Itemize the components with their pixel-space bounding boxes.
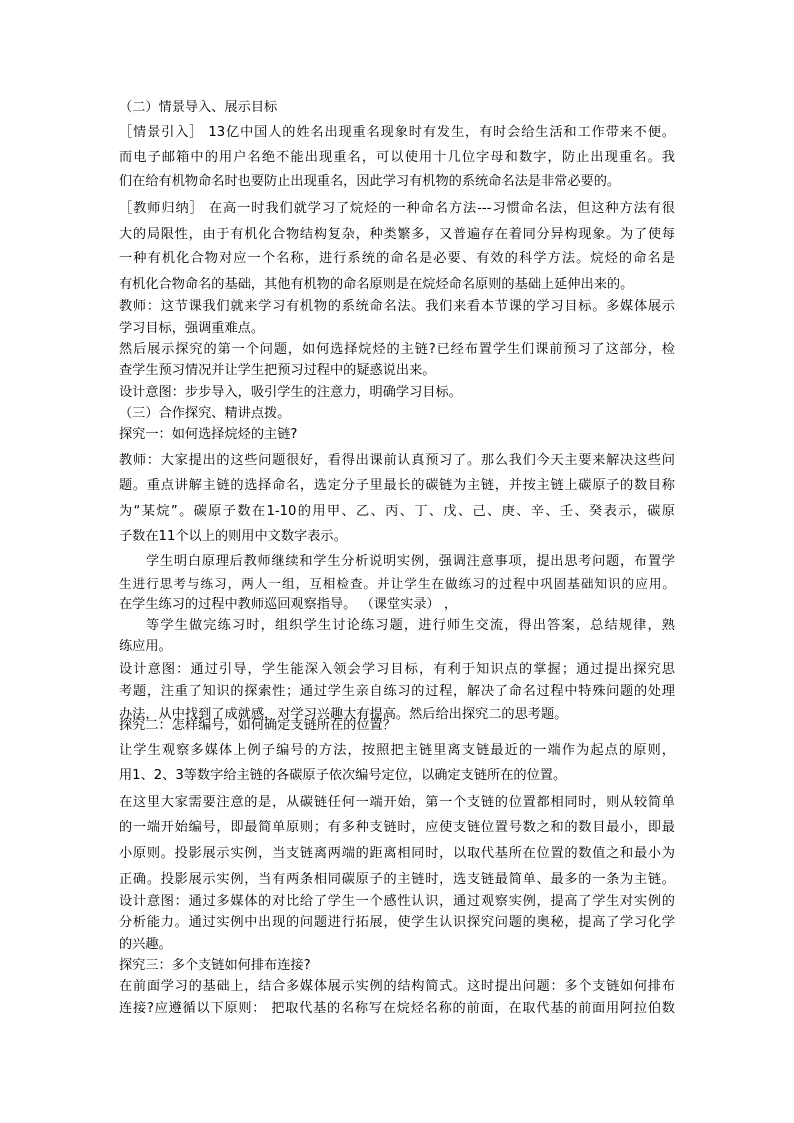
text-line: 在学生练习的过程中教师巡回观察指导。 （课堂实录） ， <box>119 597 458 612</box>
text-line: 然后展示探究的第一个问题，如何选择烷烃的主链?已经布置学生们课前预习了这部分，检 <box>119 342 675 357</box>
text-line: 分析能力。通过实例中出现的问题进行拓展，使学生认识探究问题的奥秘，提高了学习化学 <box>119 915 675 930</box>
text-line: 有机化合物命名的基础，其他有机物的命名原则是在烷烃命名原则的基础上延伸出来的。 <box>119 277 634 292</box>
text-line: 等学生做完练习时，组织学生讨论练习题，进行师生交流，得出答案，总结规律，熟 <box>146 618 675 633</box>
text-line: 而电子邮箱中的用户名绝不能出现重名，可以使用十几位字母和数字，防止出现重名。我 <box>119 150 675 165</box>
text-line: 连接?应遵循以下原则： 把取代基的名称写在烷烃名称的前面，在取代基的前面用阿拉伯数 <box>119 1001 675 1016</box>
text-line: 用1、2、3等数字给主链的各碳原子依次编号定位，以确定支链所在的位置。 <box>119 768 567 783</box>
design-intent: 设计意图：通过多媒体的对比给了学生一个感性认识，通过观察实例，提高了学生对实例的 <box>119 894 675 909</box>
text-line: 教师：大家提出的这些问题很好，看得出课前认真预习了。那么我们今天主要来解决这些问 <box>119 453 675 468</box>
text-line: 在前面学习的基础上，结合多媒体展示实例的结构简式。这时提出问题：多个支链如何排布 <box>119 979 675 994</box>
text-line: 查学生预习情况并让学生把预习过程中的疑惑说出来。 <box>119 363 436 378</box>
text-line: 在这里大家需要注意的是，从碳链任何一端开始，第一个支链的位置都相同时，则从较简单 <box>119 795 675 810</box>
text-line: 们在给有机物命名时也要防止出现重名，因此学习有机物的系统命名法是非常必要的。 <box>119 174 621 189</box>
text-line: 考题，注重了知识的探索性；通过学生亲自练习的过程，解决了命名过程中特殊问题的处理 <box>119 684 675 699</box>
section-heading-3: （三）合作探究、精讲点拨。 <box>119 406 291 421</box>
design-intent: 设计意图：通过引导，学生能深入领会学习目标，有利于知识点的掌握；通过提出探究思 <box>119 662 675 677</box>
text-line: ［情景引入］ 13亿中国人的姓名出现重名现象时有发生，有时会给生活和工作带来不便。 <box>119 125 675 140</box>
text-line: 练应用。 <box>119 639 172 654</box>
inquiry-3-heading: 探究三：多个支链如何排布连接? <box>119 958 311 973</box>
section-heading-2: （二）情景导入、展示目标 <box>119 100 278 115</box>
text-line: 学生明白原理后教师继续和学生分析说明实例，强调注意事项，提出思考问题，布置学 <box>146 554 675 569</box>
text-line: 为“某烷”。碳原子数在1-10的用甲、乙、丙、丁、戊、己、庚、辛、壬、癸表示，碳原 <box>119 504 675 519</box>
text-line: 学习目标，强调重难点。 <box>119 321 265 336</box>
text-line: 教师：这节课我们就来学习有机物的系统命名法。我们来看本节课的学习目标。多媒体展示 <box>119 299 675 314</box>
text-line: 一种有机化合物对应一个名称，进行系统的命名是必要、有效的科学方法。烷烃的命名是 <box>119 251 675 266</box>
text-line: 的一端开始编号，即最简单原则；有多种支链时，应使支链位置号数之和的数目最小，即最 <box>119 820 675 835</box>
text-line: 小原则。投影展示实例，当支链离两端的距离相同时，以取代基所在位置的数值之和最小为 <box>119 846 675 861</box>
text-line: 的兴趣。 <box>119 937 172 952</box>
inquiry-1-heading: 探究一：如何选择烷烃的主链? <box>119 427 298 442</box>
text-line: 正确。投影展示实例，当有两条相同碳原子的主链时，选支链最简单、最多的一条为主链。 <box>119 872 675 887</box>
text-line: 办法，从中找到了成就感，对学习兴趣大有提高。然后给出探究二的思考题。 <box>119 707 568 722</box>
inquiry-2-heading: 探究二：怎样编号，如何确定支链所在的位置？ <box>119 718 396 733</box>
text-line: ［教师归纳］ 在高一时我们就学习了烷烃的一种命名方法---习惯命名法，但这种方法有很 <box>119 201 675 216</box>
text-line: 大的局限性，由于有机化合物结构复杂，种类繁多，又普遍存在着同分异构现象。为了使每 <box>119 227 675 242</box>
text-line: 让学生观察多媒体上例子编号的方法，按照把主链里离支链最近的一端作为起点的原则， <box>119 743 675 758</box>
text-line: 生进行思考与练习，两人一组，互相检查。并让学生在做练习的过程中巩固基础知识的应用。 <box>119 576 675 591</box>
text-line: 子数在11个以上的则用中文数字表示。 <box>119 529 347 544</box>
design-intent: 设计意图：步步导入，吸引学生的注意力，明确学习目标。 <box>119 385 462 400</box>
text-line: 题。重点讲解主链的选择命名，选定分子里最长的碳链为主链，并按主链上碳原子的数目称 <box>119 478 675 493</box>
